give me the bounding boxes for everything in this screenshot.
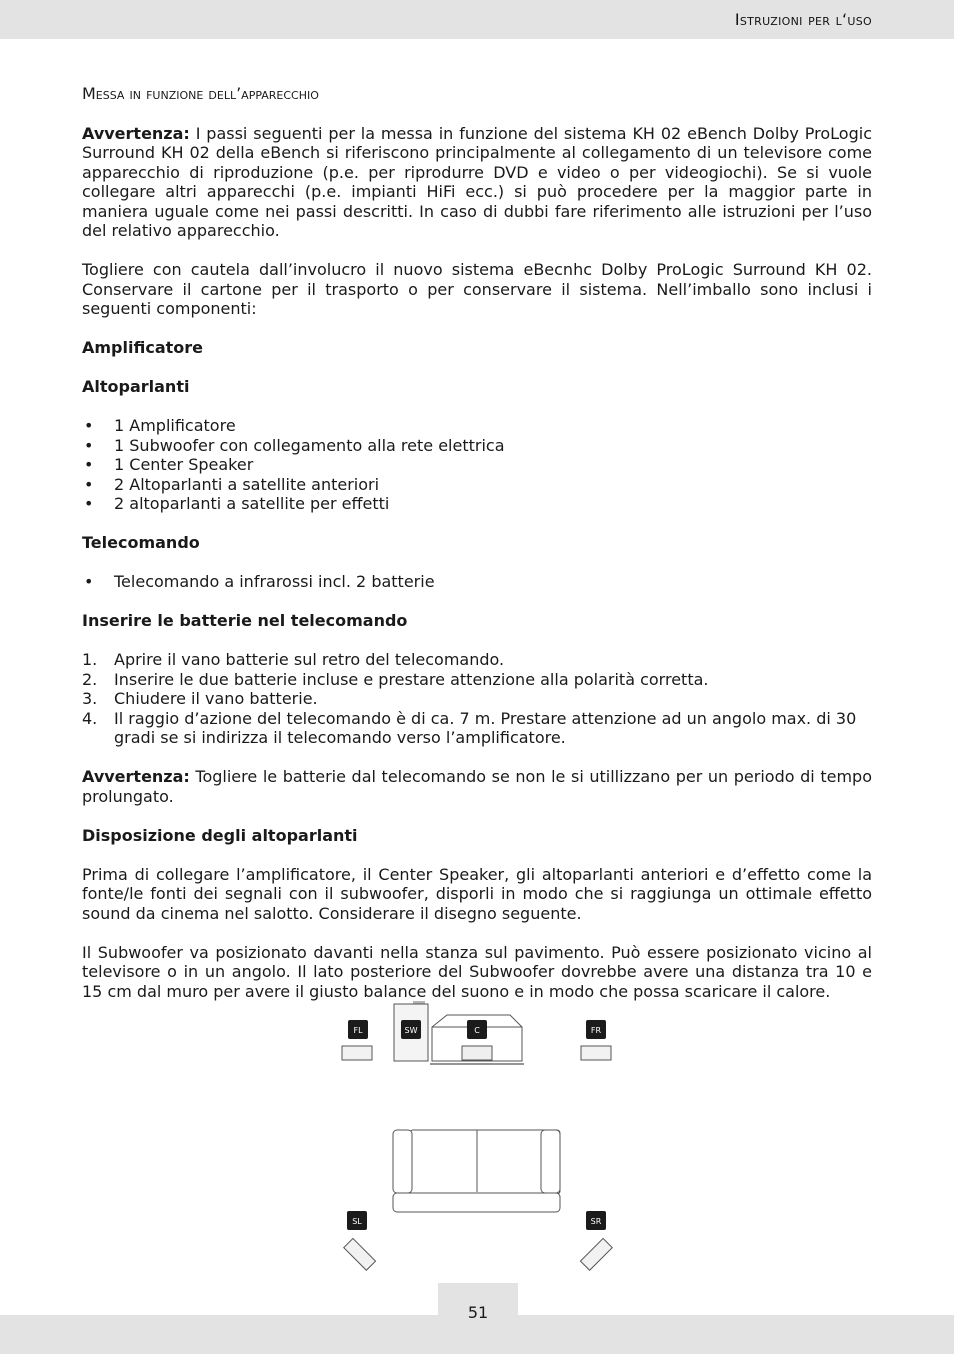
list-item: • 1 Center Speaker	[82, 455, 872, 475]
step-number: 1.	[82, 650, 98, 669]
surround-left-speaker	[344, 1238, 376, 1270]
warning-text: I passi seguenti per la messa in funzione del sistema KH 02 eBench Dolby ProLogic Surround KH 02 della eBench si riferiscono principalmente al collegamento di un televisore come apparecchio di riproduzione (p.e. per riprodurre DVD e video o per videogiochi). Se si vuole collegare altri apparecchi (p.e. impianti HiFi ecc.) si può procedere per la maggior parte in maniera uguale come nei passi descritti. In caso di dubbi fare riferimento alle istruzioni per l’uso del relativo apparecchio.	[82, 123, 872, 240]
step-item	[82, 650, 872, 670]
warning-label: Avvertenza:	[82, 123, 190, 143]
warning-label: Avvertenza:	[82, 767, 190, 786]
step-text: Aprire il vano batterie sul retro del telecomando.	[114, 650, 505, 669]
placement-heading: Disposizione degli altoparlanti	[82, 825, 358, 845]
list-item: • 2 altoparlanti a satellite per effetti	[82, 494, 872, 514]
speakers-list	[82, 416, 872, 514]
surround-right-speaker	[580, 1238, 612, 1270]
sofa-back	[393, 1193, 560, 1212]
front-right-speaker	[581, 1046, 611, 1060]
label-c: C	[474, 1026, 480, 1035]
section-title: Messa in funzione dell’apparecchio	[82, 84, 319, 103]
warning-text: Togliere le batterie dal telecomando se non le si utillizzano per un periodo di tempo prolungato.	[82, 767, 872, 806]
label-sl: SL	[352, 1217, 362, 1226]
placement-paragraph-2: Il Subwoofer va posizionato davanti nella stanza sul pavimento. Può essere posizionato vicino al televisore o in un angolo. Il lato posteriore del Subwoofer dovrebbe avere una distanza tra 10 e 15 cm dal muro per avere il giusto balance del suono e in modo che possa scaricare il calore.	[82, 942, 872, 1001]
label-fl: FL	[353, 1026, 363, 1035]
list-item: • Telecomando a infrarossi incl. 2 batterie	[82, 572, 872, 592]
page-number: 51	[467, 1303, 489, 1322]
list-item: • 2 Altoparlanti a satellite anteriori	[82, 475, 872, 495]
batteries-steps	[82, 650, 872, 748]
step-number: 3.	[82, 689, 98, 708]
placement-paragraph-1: Prima di collegare l’amplificatore, il Center Speaker, gli altoparlanti anteriori e d’effetto come la fonte/le fonti dei segnali con il subwoofer, disporli in modo che si raggiunga un ottimale effetto sound da cinema nel salotto. Considerare il disegno seguente.	[82, 864, 872, 923]
warning-paragraph-1	[82, 124, 872, 241]
running-header: Istruzioni per l‘uso	[734, 10, 872, 29]
center-speaker	[462, 1046, 492, 1060]
step-item	[82, 709, 872, 748]
speaker-layout-diagram	[330, 1000, 630, 1280]
front-left-speaker	[342, 1046, 372, 1060]
label-sw: SW	[404, 1026, 418, 1035]
sofa-seat	[410, 1130, 560, 1194]
sofa-right-arm	[541, 1130, 560, 1193]
speakers-heading: Altoparlanti	[82, 377, 190, 396]
page-body	[82, 84, 872, 1021]
label-sr: SR	[590, 1217, 602, 1226]
step-number: 2.	[82, 669, 98, 689]
step-item	[82, 670, 872, 690]
step-number: 4.	[82, 708, 98, 728]
remote-list	[82, 572, 872, 592]
step-text: Inserire le due batterie incluse e prestare attenzione alla polarità corretta.	[114, 669, 709, 689]
step-text: Chiudere il vano batterie.	[114, 689, 318, 708]
list-item: • 1 Amplificatore	[82, 416, 872, 436]
step-text: Il raggio d’azione del telecomando è di ca. 7 m. Prestare attenzione ad un angolo max. di 30 gradi se si indirizza il telecomando verso l’amplificatore.	[114, 708, 857, 747]
label-fr: FR	[590, 1026, 602, 1035]
amplifier-heading: Amplificatore	[82, 338, 203, 357]
batteries-heading: Inserire le batterie nel telecomando	[82, 611, 408, 630]
list-item: • 1 Subwoofer con collegamento alla rete elettrica	[82, 436, 872, 456]
sofa-left-arm	[393, 1130, 412, 1193]
remote-heading: Telecomando	[82, 533, 200, 552]
step-item	[82, 689, 872, 709]
warning-paragraph-2	[82, 767, 872, 806]
intro-paragraph: Togliere con cautela dall’involucro il nuovo sistema eBecnhc Dolby ProLogic Surround KH 02. Conservare il cartone per il trasporto o per conservare il sistema. Nell’imballo sono inclusi i seguenti componenti:	[82, 260, 872, 318]
